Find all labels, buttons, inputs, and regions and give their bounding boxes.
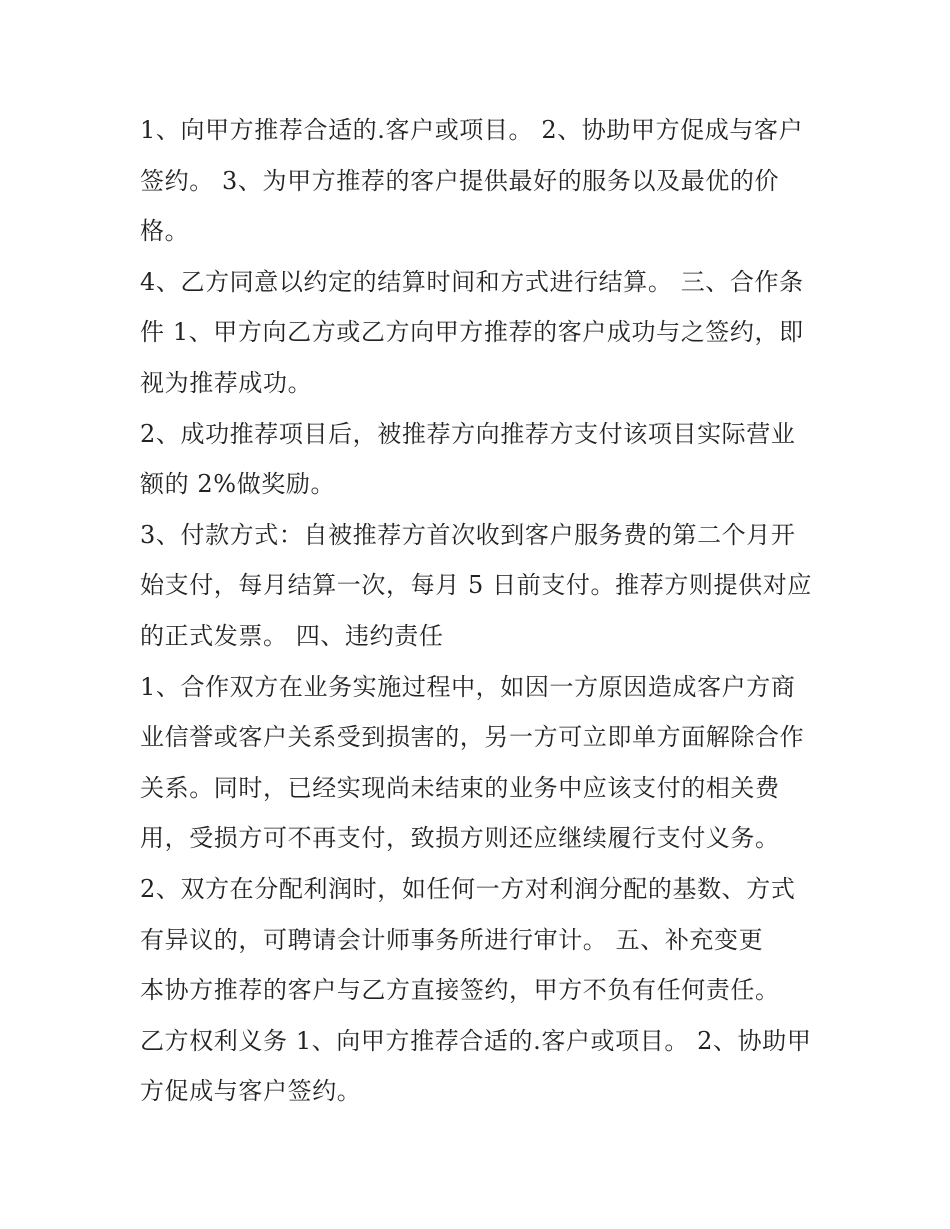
text-line-9: 3、付款方式：自被推荐方首次收到客户服务费的第二个月开 <box>140 521 796 549</box>
text-line-7: 2、成功推荐项目后，被推荐方向推荐方支付该项目实际营业 <box>140 420 796 448</box>
text-line-19: 乙方权利义务 1、向甲方推荐合适的.客户或项目。 2、协助甲 <box>140 1027 812 1055</box>
text-line-12: 1、合作双方在业务实施过程中，如因一方原因造成客户方商 <box>140 673 796 701</box>
text-line-2: 签约。 3、为甲方推荐的客户提供最好的服务以及最优的价 <box>140 167 780 195</box>
text-line-18: 本协方推荐的客户与乙方直接签约，甲方不负有任何责任。 <box>140 976 780 1004</box>
text-line-4: 4、乙方同意以约定的结算时间和方式进行结算。 三、合作条 <box>140 268 804 296</box>
text-line-16: 2、双方在分配利润时，如任何一方对利润分配的基数、方式 <box>140 875 796 903</box>
text-line-11: 的正式发票。 四、违约责任 <box>140 622 444 650</box>
text-line-15: 用，受损方可不再支付，致损方则还应继续履行支付义务。 <box>140 824 780 852</box>
text-line-20: 方促成与客户签约。 <box>140 1077 362 1105</box>
text-line-1: 1、向甲方推荐合适的.客户或项目。 2、协助甲方促成与客户 <box>140 116 804 144</box>
text-line-13: 业信誉或客户关系受到损害的，另一方可立即单方面解除合作 <box>140 723 805 751</box>
text-line-10: 始支付，每月结算一次，每月 5 日前支付。推荐方则提供对应 <box>140 571 812 599</box>
text-line-17: 有异议的，可聘请会计师事务所进行审计。 五、补充变更 <box>140 926 764 954</box>
text-line-6: 视为推荐成功。 <box>140 369 313 397</box>
text-line-8: 额的 2%做奖励。 <box>140 470 336 498</box>
text-line-14: 关系。同时，已经实现尚未结束的业务中应该支付的相关费 <box>140 774 780 802</box>
text-line-5: 件 1、甲方向乙方或乙方向甲方推荐的客户成功与之签约，即 <box>140 318 804 346</box>
text-line-3: 格。 <box>140 217 190 245</box>
